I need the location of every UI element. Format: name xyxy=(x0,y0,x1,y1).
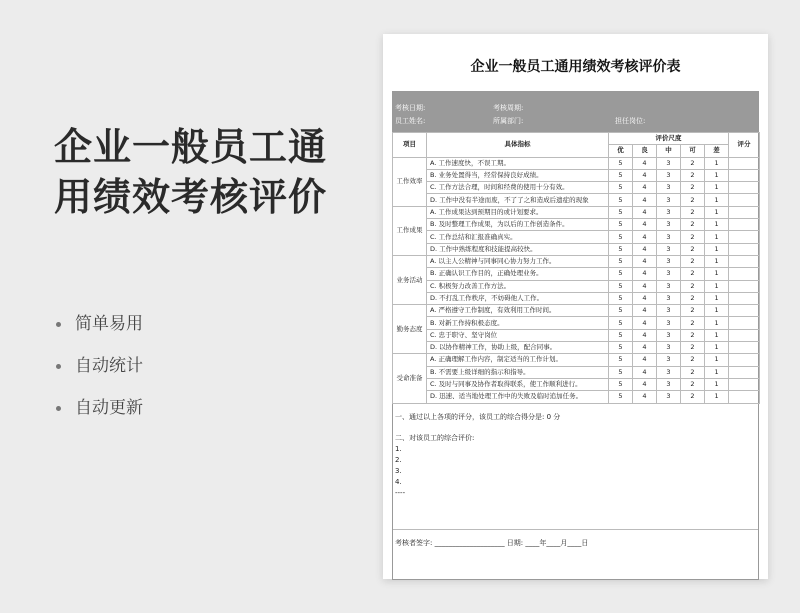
hero-title-line2: 用绩效考核评价 xyxy=(54,175,328,219)
score-cell[interactable] xyxy=(729,354,760,366)
level-value: 2 xyxy=(681,317,705,329)
table-row xyxy=(393,280,760,292)
level-value: 4 xyxy=(633,169,657,181)
level-value: 1 xyxy=(705,169,729,181)
header-level: 中 xyxy=(657,145,681,157)
table-row xyxy=(393,329,760,341)
score-cell[interactable] xyxy=(729,391,760,403)
indicator-text: C. 忠于职守、坚守岗位 xyxy=(427,329,609,341)
level-value: 3 xyxy=(657,354,681,366)
level-value: 1 xyxy=(705,354,729,366)
level-value: 2 xyxy=(681,219,705,231)
level-value: 5 xyxy=(609,194,633,206)
level-value: 4 xyxy=(633,329,657,341)
level-value: 2 xyxy=(681,255,705,267)
level-value: 4 xyxy=(633,391,657,403)
summary-evaluation: 二、对该员工的综合评价: xyxy=(395,434,475,442)
level-value: 1 xyxy=(705,255,729,267)
level-value: 5 xyxy=(609,305,633,317)
level-value: 4 xyxy=(633,182,657,194)
divider xyxy=(393,529,758,530)
indicator-text: D. 不打乱工作秩序，不妨碍他人工作。 xyxy=(427,292,609,304)
level-value: 3 xyxy=(657,391,681,403)
level-value: 2 xyxy=(681,206,705,218)
level-value: 5 xyxy=(609,243,633,255)
evaluation-form xyxy=(392,91,759,580)
level-value: 5 xyxy=(609,317,633,329)
level-value: 2 xyxy=(681,329,705,341)
level-value: 1 xyxy=(705,243,729,255)
level-value: 4 xyxy=(633,280,657,292)
level-value: 5 xyxy=(609,391,633,403)
score-cell[interactable] xyxy=(729,292,760,304)
hero-title xyxy=(54,122,374,222)
name-label: 员工姓名: xyxy=(395,117,426,125)
level-value: 3 xyxy=(657,169,681,181)
feature-item xyxy=(54,354,143,396)
level-value: 1 xyxy=(705,305,729,317)
hero-title-line1: 企业一般员工通 xyxy=(54,125,328,169)
level-value: 2 xyxy=(681,342,705,354)
feature-label: 自动更新 xyxy=(75,398,143,418)
level-value: 2 xyxy=(681,182,705,194)
feature-item xyxy=(54,396,143,438)
score-cell[interactable] xyxy=(729,378,760,390)
table-row xyxy=(393,268,760,280)
evaluation-sheet-preview xyxy=(383,34,768,579)
level-value: 4 xyxy=(633,305,657,317)
score-cell[interactable] xyxy=(729,280,760,292)
level-value: 3 xyxy=(657,231,681,243)
cycle-label: 考核周期: xyxy=(493,104,524,112)
table-row xyxy=(393,255,760,267)
table-row xyxy=(393,169,760,181)
level-value: 4 xyxy=(633,292,657,304)
level-value: 2 xyxy=(681,280,705,292)
post-label: 担任岗位: xyxy=(615,117,646,125)
header-indicator: 具体指标 xyxy=(427,133,609,158)
header-level: 优 xyxy=(609,145,633,157)
level-value: 1 xyxy=(705,194,729,206)
level-value: 2 xyxy=(681,157,705,169)
level-value: 5 xyxy=(609,219,633,231)
table-row xyxy=(393,206,760,218)
score-cell[interactable] xyxy=(729,194,760,206)
level-value: 1 xyxy=(705,391,729,403)
level-value: 5 xyxy=(609,366,633,378)
sheet-title: 企业一般员工通用绩效考核评价表 xyxy=(470,59,681,75)
level-value: 5 xyxy=(609,329,633,341)
table-row xyxy=(393,366,760,378)
indicator-text: B. 不需要上级详细的指示和指导。 xyxy=(427,366,609,378)
level-value: 3 xyxy=(657,206,681,218)
score-cell[interactable] xyxy=(729,317,760,329)
header-level: 可 xyxy=(681,145,705,157)
indicator-text: A. 以主人公精神与同事同心协力努力工作。 xyxy=(427,255,609,267)
indicator-text: B. 及时整理工作成果，为以后的工作创造条件。 xyxy=(427,219,609,231)
evaluation-line: 3. xyxy=(395,467,402,475)
level-value: 5 xyxy=(609,292,633,304)
level-value: 3 xyxy=(657,219,681,231)
indicator-text: B. 业务处置得当，经常保持良好成绩。 xyxy=(427,169,609,181)
score-cell[interactable] xyxy=(729,305,760,317)
level-value: 2 xyxy=(681,292,705,304)
score-cell[interactable] xyxy=(729,157,760,169)
evaluation-line: 4. xyxy=(395,478,402,486)
header-level: 差 xyxy=(705,145,729,157)
evaluation-line: ---- xyxy=(395,489,406,497)
level-value: 2 xyxy=(681,354,705,366)
level-value: 1 xyxy=(705,219,729,231)
dept-label: 所属部门: xyxy=(493,117,524,125)
category-label: 工作成果 xyxy=(393,206,427,255)
table-row xyxy=(393,317,760,329)
level-value: 5 xyxy=(609,231,633,243)
level-value: 4 xyxy=(633,378,657,390)
score-cell[interactable] xyxy=(729,268,760,280)
level-value: 2 xyxy=(681,366,705,378)
evaluation-line: 1. xyxy=(395,445,402,453)
bullet-icon xyxy=(56,406,61,411)
score-cell[interactable] xyxy=(729,243,760,255)
score-cell[interactable] xyxy=(729,342,760,354)
score-cell[interactable] xyxy=(729,206,760,218)
feature-list xyxy=(54,312,143,438)
score-cell[interactable] xyxy=(729,182,760,194)
table-row xyxy=(393,378,760,390)
table-row xyxy=(393,219,760,231)
level-value: 4 xyxy=(633,194,657,206)
indicator-text: C. 及时与同事及协作者取得联系，使工作顺利进行。 xyxy=(427,378,609,390)
score-cell[interactable] xyxy=(729,219,760,231)
score-cell[interactable] xyxy=(729,255,760,267)
category-label: 工作效率 xyxy=(393,157,427,206)
level-value: 3 xyxy=(657,255,681,267)
period-label: 考核日期: xyxy=(395,104,426,112)
summary-score: 一、通过以上各项的评分，该员工的综合得分是: 0 分 xyxy=(395,413,561,421)
score-cell[interactable] xyxy=(729,366,760,378)
level-value: 2 xyxy=(681,231,705,243)
indicator-text: D. 迅速、适当地处理工作中的失败及临时追加任务。 xyxy=(427,391,609,403)
level-value: 3 xyxy=(657,182,681,194)
level-value: 3 xyxy=(657,194,681,206)
level-value: 1 xyxy=(705,342,729,354)
signature-line: 考核者签字: ____________________ 日期: ____年____月____日 xyxy=(395,539,589,547)
level-value: 2 xyxy=(681,169,705,181)
feature-item xyxy=(54,312,143,354)
table-row xyxy=(393,354,760,366)
indicator-text: C. 工作总结和汇报准确真实。 xyxy=(427,231,609,243)
level-value: 3 xyxy=(657,366,681,378)
level-value: 2 xyxy=(681,268,705,280)
level-value: 3 xyxy=(657,243,681,255)
level-value: 4 xyxy=(633,366,657,378)
level-value: 5 xyxy=(609,268,633,280)
level-value: 2 xyxy=(681,378,705,390)
header-item: 项目 xyxy=(393,133,427,158)
table-row xyxy=(393,157,760,169)
level-value: 2 xyxy=(681,243,705,255)
level-value: 4 xyxy=(633,268,657,280)
bullet-icon xyxy=(56,322,61,327)
indicator-text: C. 积极努力改善工作方法。 xyxy=(427,280,609,292)
header-score: 评分 xyxy=(729,133,760,158)
indicator-text: C. 工作方法合理，时间和经费的使用十分有效。 xyxy=(427,182,609,194)
evaluation-lines xyxy=(395,444,758,499)
level-value: 3 xyxy=(657,378,681,390)
indicator-text: A. 正确理解工作内容，制定适当的工作计划。 xyxy=(427,354,609,366)
table-row xyxy=(393,292,760,304)
level-value: 1 xyxy=(705,292,729,304)
level-value: 4 xyxy=(633,157,657,169)
level-value: 5 xyxy=(609,378,633,390)
table-row xyxy=(393,231,760,243)
level-value: 4 xyxy=(633,354,657,366)
level-value: 5 xyxy=(609,206,633,218)
level-value: 3 xyxy=(657,268,681,280)
indicator-text: D. 以协作精神工作，协助上级，配合同事。 xyxy=(427,342,609,354)
level-value: 1 xyxy=(705,206,729,218)
level-value: 1 xyxy=(705,182,729,194)
level-value: 4 xyxy=(633,219,657,231)
category-label: 业务活动 xyxy=(393,255,427,304)
level-value: 5 xyxy=(609,169,633,181)
level-value: 1 xyxy=(705,280,729,292)
table-row xyxy=(393,342,760,354)
level-value: 5 xyxy=(609,255,633,267)
level-value: 5 xyxy=(609,182,633,194)
level-value: 4 xyxy=(633,243,657,255)
level-value: 5 xyxy=(609,280,633,292)
header-level: 良 xyxy=(633,145,657,157)
level-value: 3 xyxy=(657,342,681,354)
feature-label: 自动统计 xyxy=(75,356,143,376)
indicator-text: B. 对新工作持积极态度。 xyxy=(427,317,609,329)
level-value: 4 xyxy=(633,342,657,354)
level-value: 2 xyxy=(681,305,705,317)
level-value: 1 xyxy=(705,157,729,169)
evaluation-line: 2. xyxy=(395,456,402,464)
level-value: 1 xyxy=(705,366,729,378)
level-value: 2 xyxy=(681,194,705,206)
category-label: 受命准备 xyxy=(393,354,427,403)
category-label: 勤务态度 xyxy=(393,305,427,354)
level-value: 3 xyxy=(657,305,681,317)
info-header xyxy=(393,92,758,132)
level-value: 4 xyxy=(633,255,657,267)
level-value: 2 xyxy=(681,391,705,403)
indicator-text: A. 严格遵守工作制度，有效利用工作时间。 xyxy=(427,305,609,317)
level-value: 1 xyxy=(705,317,729,329)
table-row xyxy=(393,305,760,317)
table-row xyxy=(393,391,760,403)
indicator-text: A. 工作速度快，不误工期。 xyxy=(427,157,609,169)
level-value: 3 xyxy=(657,292,681,304)
bullet-icon xyxy=(56,364,61,369)
level-value: 4 xyxy=(633,317,657,329)
indicator-text: A. 工作成果达到预期目的或计划要求。 xyxy=(427,206,609,218)
indicator-text: D. 工作中没有半途而废，不了了之和造成后遗症的现象 xyxy=(427,194,609,206)
header-scale: 评价尺度 xyxy=(609,133,729,145)
level-value: 3 xyxy=(657,317,681,329)
table-row xyxy=(393,182,760,194)
level-value: 3 xyxy=(657,157,681,169)
level-value: 1 xyxy=(705,329,729,341)
level-value: 4 xyxy=(633,231,657,243)
level-value: 3 xyxy=(657,329,681,341)
table-row xyxy=(393,243,760,255)
table-row xyxy=(393,194,760,206)
level-value: 5 xyxy=(609,354,633,366)
level-value: 1 xyxy=(705,231,729,243)
evaluation-table xyxy=(392,132,760,404)
level-value: 1 xyxy=(705,378,729,390)
score-cell[interactable] xyxy=(729,231,760,243)
level-value: 4 xyxy=(633,206,657,218)
feature-label: 简单易用 xyxy=(75,314,143,334)
level-value: 3 xyxy=(657,280,681,292)
indicator-text: D. 工作中熟练程度和技能提高较快。 xyxy=(427,243,609,255)
level-value: 1 xyxy=(705,268,729,280)
score-cell[interactable] xyxy=(729,329,760,341)
score-cell[interactable] xyxy=(729,169,760,181)
indicator-text: B. 正确认识工作目的，正确处理业务。 xyxy=(427,268,609,280)
level-value: 5 xyxy=(609,342,633,354)
level-value: 5 xyxy=(609,157,633,169)
